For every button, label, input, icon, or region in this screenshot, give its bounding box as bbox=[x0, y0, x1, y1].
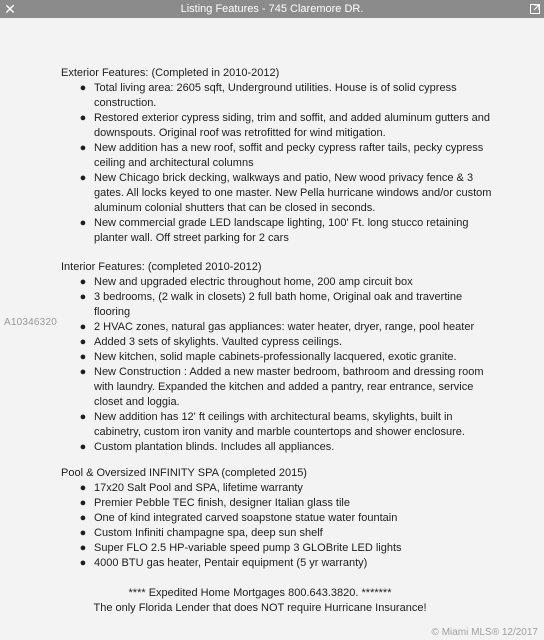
list-item-text: Custom Infiniti champagne spa, deep sun shelf bbox=[94, 527, 323, 539]
bullet-icon: ● bbox=[79, 291, 87, 303]
bullet-icon: ● bbox=[79, 482, 87, 494]
list-item bbox=[61, 290, 501, 320]
insurance-promo-line: The only Florida Lender that does NOT require Hurricane Insurance! bbox=[93, 602, 427, 614]
list-item bbox=[61, 511, 501, 526]
list-item-text: New Chicago brick decking, walkways and patio, New wood privacy fence & 3 gates. All locks keyed to one master. New Pella hurricane windows and/or custom aluminum colonial shutters that can be closed in seconds. bbox=[94, 172, 492, 214]
bullet-icon: ● bbox=[79, 142, 87, 154]
bullet-icon: ● bbox=[79, 82, 87, 94]
interior-features-section bbox=[61, 260, 501, 455]
list-item bbox=[61, 365, 501, 410]
bullet-icon: ● bbox=[79, 497, 87, 509]
mortgage-promo-line: **** Expedited Home Mortgages 800.643.3820. ******* bbox=[128, 587, 392, 599]
bullet-icon: ● bbox=[79, 411, 87, 423]
exterior-features-heading: Exterior Features: (Completed in 2010-2012) bbox=[61, 67, 280, 79]
list-item bbox=[61, 275, 501, 290]
list-item bbox=[61, 320, 501, 335]
list-item-text: New addition has a new roof, soffit and pecky cypress rafter tails, pecky cypress ceiling and architectural columns bbox=[94, 142, 484, 169]
list-item-text: Custom plantation blinds. Includes all appliances. bbox=[94, 441, 335, 453]
list-item-text: Premier Pebble TEC finish, designer Italian glass tile bbox=[94, 497, 350, 509]
list-item bbox=[61, 81, 501, 111]
list-item bbox=[61, 410, 501, 440]
bullet-icon: ● bbox=[79, 351, 87, 363]
list-item bbox=[61, 526, 501, 541]
bullet-icon: ● bbox=[79, 172, 87, 184]
list-item-text: New and upgraded electric throughout home, 200 amp circuit box bbox=[94, 276, 413, 288]
list-item-text: Super FLO 2.5 HP-variable speed pump 3 GLOBrite LED lights bbox=[94, 542, 402, 554]
bullet-icon: ● bbox=[79, 321, 87, 333]
bullet-icon: ● bbox=[79, 512, 87, 524]
bullet-icon: ● bbox=[79, 276, 87, 288]
mls-copyright-watermark: © Miami MLS® 12/2017 bbox=[431, 627, 538, 638]
pool-features-list bbox=[61, 481, 501, 571]
title-bar bbox=[0, 0, 544, 18]
bullet-icon: ● bbox=[79, 557, 87, 569]
pool-features-section bbox=[61, 466, 501, 571]
list-item-text: Restored exterior cypress siding, trim and soffit, and added aluminum gutters and downspouts. Original roof was retrofitted for wind mitigation. bbox=[94, 112, 490, 139]
listing-features-sheet bbox=[0, 18, 544, 640]
list-item bbox=[61, 496, 501, 511]
close-icon[interactable]: ✕ bbox=[4, 1, 16, 17]
list-item-text: New Construction : Added a new master bedroom, bathroom and dressing room with laundry. Expanded the kitchen and added a pantry, rear entrance, service closet and loggia. bbox=[94, 366, 484, 408]
bullet-icon: ● bbox=[79, 542, 87, 554]
listing-id-watermark: A10346320 bbox=[4, 317, 57, 328]
list-item-text: New addition has 12' ft ceilings with architectural beams, skylights, built in cabinetry, custom iron vanity and marble countertops and shower enclosure. bbox=[94, 411, 465, 438]
window-title: Listing Features - 745 Claremore DR. bbox=[180, 3, 364, 15]
bullet-icon: ● bbox=[79, 527, 87, 539]
list-item bbox=[61, 481, 501, 496]
bullet-icon: ● bbox=[79, 366, 87, 378]
expand-icon[interactable] bbox=[530, 4, 540, 14]
list-item-text: One of kind integrated carved soapstone statue water fountain bbox=[94, 512, 398, 524]
bullet-icon: ● bbox=[79, 441, 87, 453]
list-item-text: 2 HVAC zones, natural gas appliances: water heater, dryer, range, pool heater bbox=[94, 321, 475, 333]
list-item-text: 17x20 Salt Pool and SPA, lifetime warranty bbox=[94, 482, 303, 494]
list-item bbox=[61, 216, 501, 246]
list-item bbox=[61, 141, 501, 171]
list-item bbox=[61, 335, 501, 350]
list-item-text: 3 bedrooms, (2 walk in closets) 2 full bath home, Original oak and travertine flooring bbox=[94, 291, 463, 318]
bullet-icon: ● bbox=[79, 112, 87, 124]
exterior-features-list bbox=[61, 81, 501, 246]
list-item-text: Total living area: 2605 sqft, Underground utilities. House is of solid cypress construction. bbox=[94, 82, 457, 109]
list-item-text: New commercial grade LED landscape lighting, 100' Ft. long stucco retaining planter wall. Off street parking for 2 cars bbox=[94, 217, 469, 244]
list-item bbox=[61, 541, 501, 556]
exterior-features-section bbox=[61, 66, 501, 246]
list-item-text: Added 3 sets of skylights. Vaulted cypress ceilings. bbox=[94, 336, 343, 348]
bullet-icon: ● bbox=[79, 217, 87, 229]
list-item bbox=[61, 440, 501, 455]
interior-features-list bbox=[61, 275, 501, 455]
list-item bbox=[61, 350, 501, 365]
list-item bbox=[61, 556, 501, 571]
list-item-text: New kitchen, solid maple cabinets-professionally lacquered, exotic granite. bbox=[94, 351, 457, 363]
list-item bbox=[61, 171, 501, 216]
interior-features-heading: Interior Features: (completed 2010-2012) bbox=[61, 261, 262, 273]
pool-features-heading: Pool & Oversized INFINITY SPA (completed 2015) bbox=[61, 467, 307, 479]
list-item-text: 4000 BTU gas heater, Pentair equipment (5 yr warranty) bbox=[94, 557, 368, 569]
bullet-icon: ● bbox=[79, 336, 87, 348]
list-item bbox=[61, 111, 501, 141]
